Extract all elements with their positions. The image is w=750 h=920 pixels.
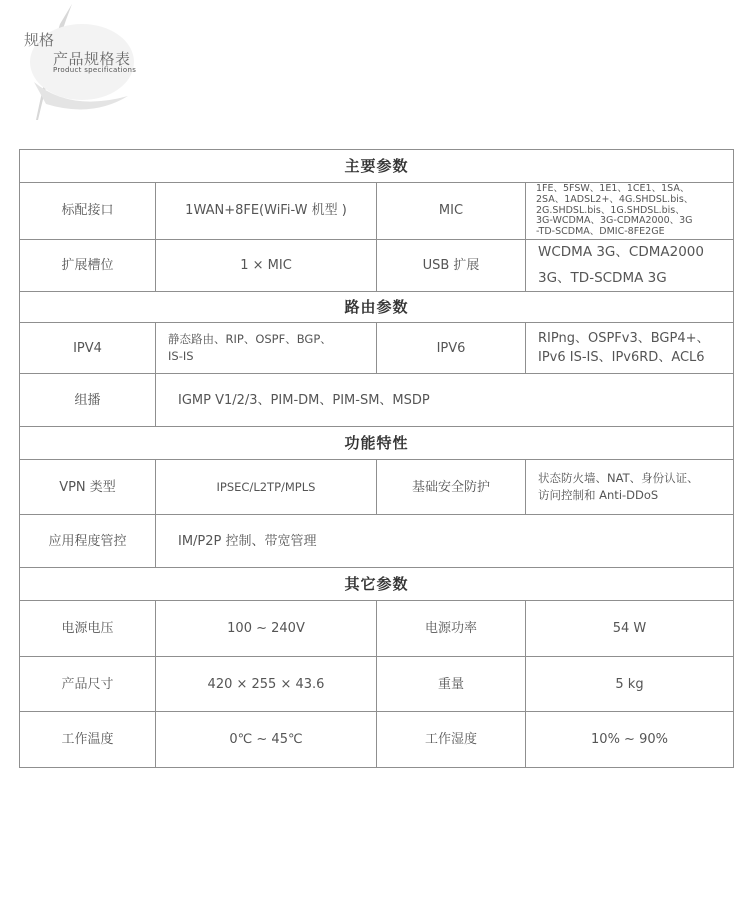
page-header	[0, 0, 200, 130]
multicast-label: 组播	[20, 374, 156, 427]
voltage-label: 电源电压	[20, 601, 156, 657]
app-value: IM/P2P 控制、带宽管理	[156, 515, 734, 568]
app-label: 应用程度管控	[20, 515, 156, 568]
section-row-other	[20, 568, 734, 601]
mic-value-line: -TD-SCDMA、DMIC-8FE2GE	[536, 225, 665, 237]
usb-value-line: WCDMA 3G、CDMA2000	[538, 244, 704, 260]
security-value-line: 访问控制和 Anti-DDoS	[538, 488, 659, 503]
size-label: 产品尺寸	[20, 657, 156, 712]
table-row	[20, 460, 734, 515]
mic-value-line: 2G.SHDSL.bis、1G.SHDSL.bis、	[536, 204, 685, 216]
mic-value	[526, 183, 734, 240]
section-title-routing: 路由参数	[20, 292, 734, 323]
table-row	[20, 183, 734, 240]
security-label: 基础安全防护	[377, 460, 526, 515]
ipv4-label: IPV4	[20, 323, 156, 374]
table-row	[20, 374, 734, 427]
header-title: 产品规格表	[53, 50, 131, 68]
table-row	[20, 657, 734, 712]
section-row-routing	[20, 292, 734, 323]
weight-value: 5 kg	[526, 657, 734, 712]
power-label: 电源功率	[377, 601, 526, 657]
security-value	[526, 460, 734, 515]
section-title-main: 主要参数	[20, 150, 734, 183]
multicast-value: IGMP V1/2/3、PIM-DM、PIM-SM、MSDP	[156, 374, 734, 427]
ipv6-value-line: RIPng、OSPFv3、BGP4+、	[538, 330, 710, 346]
slot-value: 1 × MIC	[156, 240, 377, 292]
humidity-label: 工作湿度	[377, 712, 526, 768]
section-title-other: 其它参数	[20, 568, 734, 601]
header-small-title: 规格	[24, 31, 55, 49]
section-row-features	[20, 427, 734, 460]
ipv4-value-line: IS-IS	[168, 349, 194, 364]
port-value: 1WAN+8FE(WiFi-W 机型 )	[156, 183, 377, 240]
spec-table	[19, 149, 734, 768]
temp-value: 0℃ ~ 45℃	[156, 712, 377, 768]
vpn-label: VPN 类型	[20, 460, 156, 515]
ipv6-value-line: IPv6 IS-IS、IPv6RD、ACL6	[538, 350, 705, 366]
security-value-line: 状态防火墙、NAT、身份认证、	[538, 471, 699, 486]
size-value: 420 × 255 × 43.6	[156, 657, 377, 712]
table-row	[20, 712, 734, 768]
table-row	[20, 601, 734, 657]
humidity-value: 10% ~ 90%	[526, 712, 734, 768]
mic-value-line: 2SA、1ADSL2+、4G.SHDSL.bis、	[536, 194, 694, 206]
weight-label: 重量	[377, 657, 526, 712]
mic-label: MIC	[377, 183, 526, 240]
ipv4-value-line: 静态路由、RIP、OSPF、BGP、	[168, 332, 332, 347]
usb-label: USB 扩展	[377, 240, 526, 292]
ipv4-value	[156, 323, 377, 374]
header-english-title: Product specifications	[53, 66, 137, 74]
table-row	[20, 240, 734, 292]
table-row	[20, 515, 734, 568]
table-row	[20, 323, 734, 374]
usb-value	[526, 240, 734, 292]
voltage-value: 100 ~ 240V	[156, 601, 377, 657]
mic-value-line: 3G-WCDMA、3G-CDMA2000、3G	[536, 215, 693, 227]
usb-value-line: 3G、TD-SCDMA 3G	[538, 269, 667, 286]
port-label: 标配接口	[20, 183, 156, 240]
power-value: 54 W	[526, 601, 734, 657]
ipv6-value	[526, 323, 734, 374]
vpn-value: IPSEC/L2TP/MPLS	[156, 460, 377, 515]
mic-value-line: 1FE、5FSW、1E1、1CE1、1SA、	[536, 183, 690, 195]
slot-label: 扩展槽位	[20, 240, 156, 292]
temp-label: 工作温度	[20, 712, 156, 768]
ipv6-label: IPV6	[377, 323, 526, 374]
section-row-main	[20, 150, 734, 183]
section-title-features: 功能特性	[20, 427, 734, 460]
